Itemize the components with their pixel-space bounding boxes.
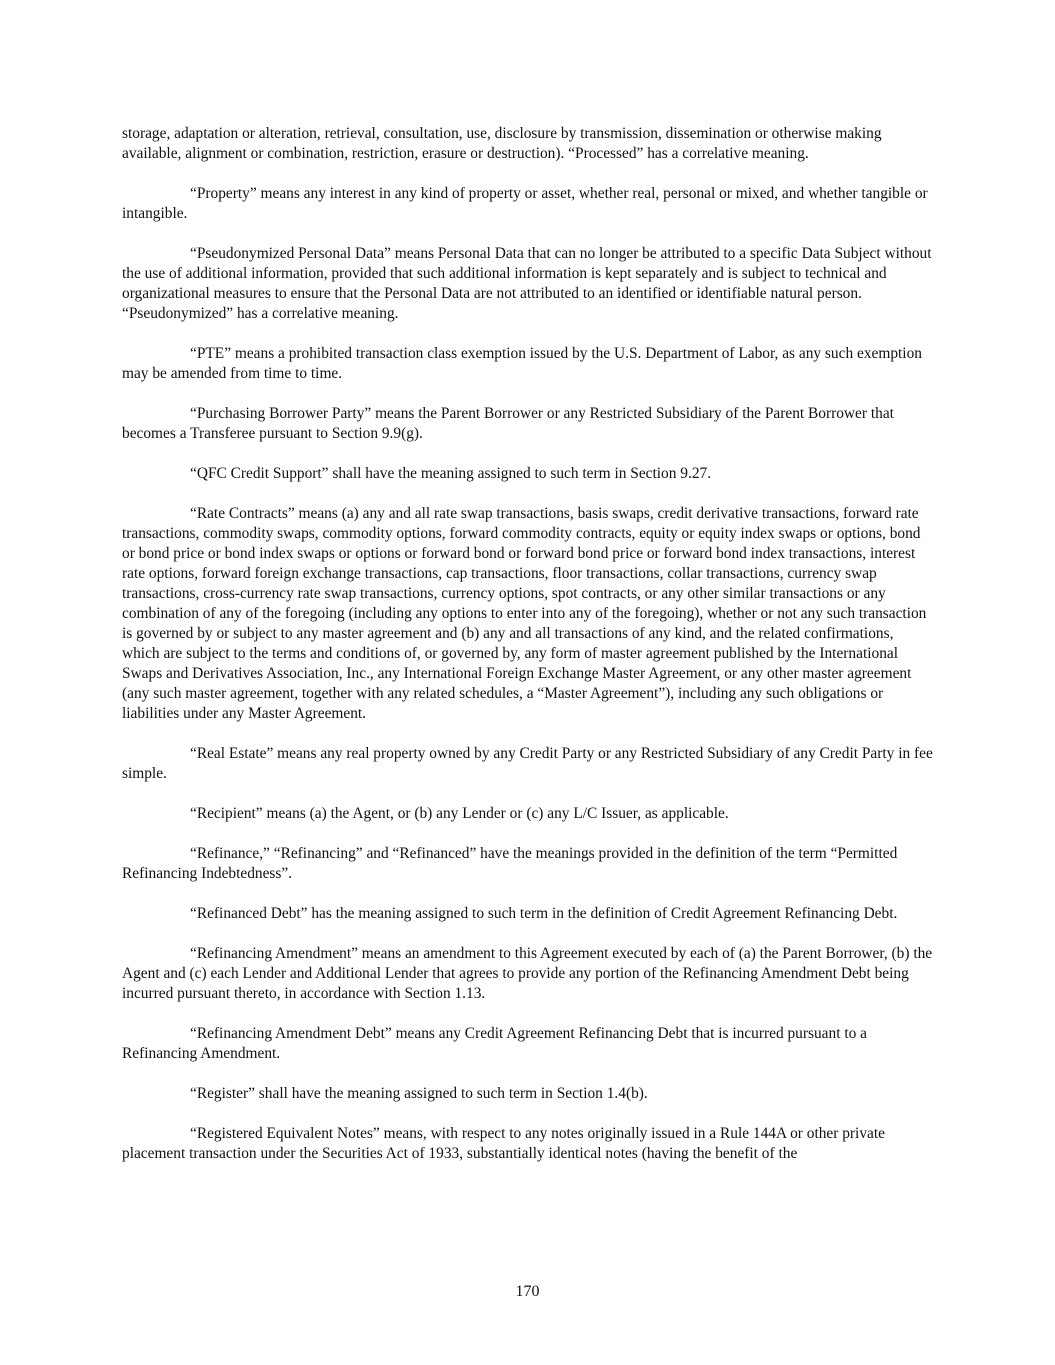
- page-number: 170: [515, 1283, 540, 1300]
- definition-qfc-credit-support: “QFC Credit Support” shall have the meaning assigned to such term in Section 9.27.: [190, 465, 712, 482]
- definition-rate-contracts: “Rate Contracts” means (a) any and all rate swap transactions, basis swaps, credit derivative transactions, forward rate transactions, commodity swaps, commodity options, forward commodity contracts, equity or equity index swaps or options, bond or bond price or bond index swaps or options or forward bond or forward bond price or forward bond index transactions, interest rate options, forward foreign exchange transactions, cap transactions, floor transactions, collar transactions, currency swap transactions, cross-currency rate swap transactions, currency options, spot contracts, or any other similar transactions or any combination of any of the foregoing (including any options to enter into any of the foregoing), whether or not any such transaction is governed by or subject to any master agreement and (b) any and all transactions of any kind, and the related confirmations, which are subject to the terms and conditions of, or governed by, any form of master agreement published by the International Swaps and Derivatives Association, Inc., any International Foreign Exchange Master Agreement, or any other master agreement (any such master agreement, together with any related schedules, a “Master Agreement”), including any such obligations or liabilities under any Master Agreement.: [122, 505, 927, 722]
- definition-pseudonymized-personal-data: “Pseudonymized Personal Data” means Personal Data that can no longer be attributed to a specific Data Subject without the use of additional information, provided that such additional information is kept separately and is subject to technical and organizational measures to ensure that the Personal Data are not attributed to an identified or identifiable natural person. “Pseudonymized” has a correlative meaning.: [122, 245, 932, 322]
- definition-recipient: “Recipient” means (a) the Agent, or (b) any Lender or (c) any L/C Issuer, as applicable.: [190, 805, 729, 822]
- definition-purchasing-borrower-party: “Purchasing Borrower Party” means the Parent Borrower or any Restricted Subsidiary of the Parent Borrower that becomes a Transferee pursuant to Section 9.9(g).: [122, 405, 894, 442]
- definition-register: “Register” shall have the meaning assigned to such term in Section 1.4(b).: [190, 1085, 648, 1102]
- definition-pte: “PTE” means a prohibited transaction class exemption issued by the U.S. Department of Labor, as any such exemption may be amended from time to time.: [122, 345, 922, 382]
- definition-real-estate: “Real Estate” means any real property owned by any Credit Party or any Restricted Subsidiary of any Credit Party in fee simple.: [122, 745, 933, 782]
- definition-refinance: “Refinance,” “Refinancing” and “Refinanced” have the meanings provided in the definition of the term “Permitted Refinancing Indebtedness”.: [122, 845, 898, 882]
- definition-registered-equivalent-notes: “Registered Equivalent Notes” means, with respect to any notes originally issued in a Rule 144A or other private placement transaction under the Securities Act of 1933, substantially identical notes (having the benefit of the: [122, 1125, 885, 1162]
- definition-refinancing-amendment-debt: “Refinancing Amendment Debt” means any Credit Agreement Refinancing Debt that is incurred pursuant to a Refinancing Amendment.: [122, 1025, 867, 1062]
- paragraph-processed-continuation: storage, adaptation or alteration, retrieval, consultation, use, disclosure by transmission, dissemination or otherwise making available, alignment or combination, restriction, erasure or destruction). “Processed” has a correlative meaning.: [122, 125, 882, 162]
- definition-refinancing-amendment: “Refinancing Amendment” means an amendment to this Agreement executed by each of (a) the Parent Borrower, (b) the Agent and (c) each Lender and Additional Lender that agrees to provide any portion of the Refinancing Amendment Debt being incurred pursuant thereto, in accordance with Section 1.13.: [122, 945, 933, 1002]
- definition-property: “Property” means any interest in any kind of property or asset, whether real, personal or mixed, and whether tangible or intangible.: [122, 185, 928, 222]
- definition-refinanced-debt: “Refinanced Debt” has the meaning assigned to such term in the definition of Credit Agreement Refinancing Debt.: [190, 905, 898, 922]
- document-body: [122, 124, 934, 1184]
